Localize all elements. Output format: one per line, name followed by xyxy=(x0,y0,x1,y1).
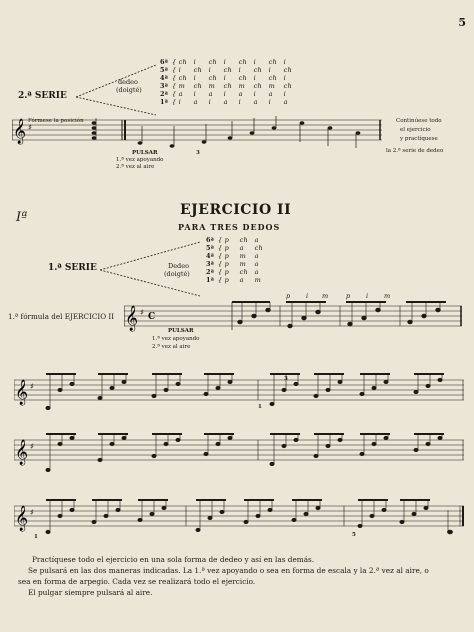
staff-fingering: 1 xyxy=(34,534,38,540)
fingering-cell: m xyxy=(239,260,246,268)
fingering-cell: a xyxy=(178,90,183,98)
fingering-cell: m xyxy=(178,82,185,90)
fingering-cell: a xyxy=(239,276,244,284)
right-note-4: la 2.ª serie de dedeo xyxy=(386,148,444,154)
fingering-cell: m xyxy=(238,82,245,90)
formula-label: 1.ª fórmula del EJERCICIO II xyxy=(8,312,115,321)
fingering-cell: ch xyxy=(238,58,247,66)
fingering-cell: i xyxy=(238,66,241,74)
staff1-notes xyxy=(92,116,361,148)
staff-fingering: 5 xyxy=(352,532,356,538)
finger-mark: i xyxy=(306,292,309,300)
fingering-cell: p xyxy=(224,268,229,276)
fingering-cell: a xyxy=(239,244,244,252)
svg-text:♯: ♯ xyxy=(30,382,34,391)
pulsar-label: PULSAR xyxy=(168,328,194,334)
grid-row: 5ª { i ch i ch i ch i ch xyxy=(160,66,299,74)
handwritten-mark: Iª xyxy=(16,210,28,225)
fingering-cell: ch xyxy=(193,82,202,90)
fingering-cell: ch xyxy=(239,236,248,244)
dedeo-label: Dedeo xyxy=(168,262,189,270)
fingering-cell: i xyxy=(268,66,271,74)
staff-fingering: 3 xyxy=(284,376,288,382)
fingering-cell: i xyxy=(253,58,256,66)
fingering-cell: ch xyxy=(268,58,277,66)
pulsar-option-2: 2.ª vez al aire xyxy=(116,164,155,170)
grid-row: 4ª { p m a xyxy=(206,252,270,260)
grid-row: 6ª { p ch a xyxy=(206,236,270,244)
grid-row: 2ª { p ch a xyxy=(206,268,270,276)
fingering-grid-2 xyxy=(206,236,270,284)
fingering-cell: a xyxy=(253,98,258,106)
posicion-label: Fórmese la posición xyxy=(28,118,84,124)
instruction-line: El pulgar siempre pulsará al aire. xyxy=(28,588,153,597)
right-note-1: Continúese todo xyxy=(396,118,442,124)
treble-clef-icon: 𝄞 xyxy=(15,506,29,531)
svg-text:♯: ♯ xyxy=(30,442,34,451)
fingering-cell: i xyxy=(283,58,286,66)
grid-row: 1ª { p a m xyxy=(206,276,270,284)
fingering-cell: ch xyxy=(268,74,277,82)
fingering-cell: m xyxy=(254,276,261,284)
finger-mark: m xyxy=(384,292,391,300)
pulsar-option-1: 1.ª vez apoyando xyxy=(152,336,200,342)
fingering-cell: p xyxy=(224,244,229,252)
fingering-cell: m xyxy=(239,252,246,260)
fingering-cell: ch xyxy=(208,74,217,82)
grid-row: 5ª { p a ch xyxy=(206,244,270,252)
fingering-cell: i xyxy=(223,58,226,66)
fingering-cell: i xyxy=(283,74,286,82)
staff-fingering: 1 xyxy=(258,404,262,410)
music-staff-4 xyxy=(14,496,466,540)
pulsar-option-2: 2.ª vez al aire xyxy=(152,344,191,350)
fingering-cell: a xyxy=(238,90,243,98)
fingering-cell: i xyxy=(178,98,181,106)
fingering-cell: ch xyxy=(193,66,202,74)
fingering-cell: p xyxy=(224,276,229,284)
fingering-cell: m xyxy=(208,82,215,90)
instructions xyxy=(18,554,464,598)
fingering-cell: a xyxy=(208,90,213,98)
svg-text:C: C xyxy=(148,312,156,322)
fingering-cell: a xyxy=(268,90,273,98)
serie-bracket-lines xyxy=(100,238,210,302)
finger-mark: m xyxy=(322,292,329,300)
fingering-cell: p xyxy=(224,236,229,244)
finger-mark: i xyxy=(366,292,369,300)
grid-row: 6ª { ch i ch i ch i ch i xyxy=(160,58,299,66)
digito-label: (doigté) xyxy=(116,86,142,94)
fingering-cell: a xyxy=(254,252,259,260)
fingering-cell: p xyxy=(224,252,229,260)
svg-text:♯: ♯ xyxy=(28,123,32,132)
grid-row: 2ª { a i a i a i a i xyxy=(160,90,299,98)
instruction-line: sea en forma de arpegio. Cada vez se realizará todo el ejercicio. xyxy=(18,577,256,586)
fingering-cell: i xyxy=(208,66,211,74)
fingering-cell: m xyxy=(268,82,275,90)
exercise-title: EJERCICIO II xyxy=(180,202,292,218)
svg-text:♯: ♯ xyxy=(140,308,144,317)
arpeggio-groups xyxy=(46,374,444,410)
page-number: 5 xyxy=(458,16,466,29)
instruction-line: Practíquese todo el ejercicio en una sola forma de dedeo y así en las demás. xyxy=(32,555,315,564)
treble-clef-icon: 𝄞 xyxy=(125,306,139,331)
grid-row: 3ª { m ch m ch m ch m ch xyxy=(160,82,299,90)
music-staff-1 xyxy=(12,116,382,150)
fingering-cell: a xyxy=(283,98,288,106)
fingering-cell: ch xyxy=(208,58,217,66)
fingering-cell: ch xyxy=(253,66,262,74)
fingering-cell: a xyxy=(254,260,259,268)
fingering-cell: i xyxy=(193,74,196,82)
fingering-cell: p xyxy=(224,260,229,268)
fingering-cell: a xyxy=(254,268,259,276)
fingering-cell: a xyxy=(254,236,259,244)
treble-clef-icon: 𝄞 xyxy=(15,380,29,405)
music-staff-formula xyxy=(124,300,464,340)
fingering-number: 3 xyxy=(196,150,200,156)
music-staff-2 xyxy=(14,370,466,414)
fingering-cell: ch xyxy=(223,82,232,90)
finger-mark: p xyxy=(286,292,291,300)
fingering-cell: ch xyxy=(283,66,292,74)
dedeo-label: dedeo xyxy=(118,78,138,86)
fingering-cell: i xyxy=(223,90,226,98)
fingering-cell: i xyxy=(193,58,196,66)
right-note-3: y practíquese xyxy=(400,136,438,142)
fingering-cell: i xyxy=(283,90,286,98)
grid-row: 1ª { i a i a i a i a xyxy=(160,98,299,106)
pulsar-option-1: 1.ª vez apoyando xyxy=(116,157,164,163)
fingering-cell: ch xyxy=(254,244,263,252)
right-note-2: el ejercicio xyxy=(400,127,431,133)
exercise-subtitle: PARA TRES DEDOS xyxy=(178,222,281,232)
fingering-cell: a xyxy=(193,98,198,106)
fingering-grid-1 xyxy=(160,58,299,106)
svg-text:♯: ♯ xyxy=(30,508,34,517)
treble-clef-icon: 𝄞 xyxy=(13,119,27,144)
fingering-cell: i xyxy=(178,66,181,74)
fingering-cell: i xyxy=(238,98,241,106)
grid-row: 4ª { ch i ch i ch i ch i xyxy=(160,74,299,82)
fingering-cell: ch xyxy=(253,82,262,90)
fingering-cell: i xyxy=(223,74,226,82)
fingering-cell: ch xyxy=(223,66,232,74)
serie-label: 2.ª SERIE xyxy=(18,91,67,101)
fingering-cell: ch xyxy=(238,74,247,82)
finger-mark: p xyxy=(346,292,351,300)
fingering-cell: ch xyxy=(239,268,248,276)
fingering-cell: i xyxy=(253,90,256,98)
pulsar-label: PULSAR xyxy=(132,150,158,156)
grid-row: 3ª { p m a xyxy=(206,260,270,268)
fingering-cell: i xyxy=(208,98,211,106)
fingering-cell: i xyxy=(253,74,256,82)
instruction-line: Se pulsará en las dos maneras indicadas. La 1.ª vez apoyando o sea en forma de escala y la 2.ª vez al aire, o xyxy=(28,566,429,575)
fingering-cell: i xyxy=(193,90,196,98)
fingering-cell: ch xyxy=(178,58,187,66)
fingering-cell: i xyxy=(268,98,271,106)
fingering-cell: ch xyxy=(283,82,292,90)
fingering-cell: ch xyxy=(178,74,187,82)
treble-clef-icon: 𝄞 xyxy=(15,440,29,465)
fingering-cell: a xyxy=(223,98,228,106)
music-staff-3 xyxy=(14,430,466,474)
digito-label: (doigté) xyxy=(164,270,190,278)
serie-label: 1.ª SERIE xyxy=(48,263,97,273)
